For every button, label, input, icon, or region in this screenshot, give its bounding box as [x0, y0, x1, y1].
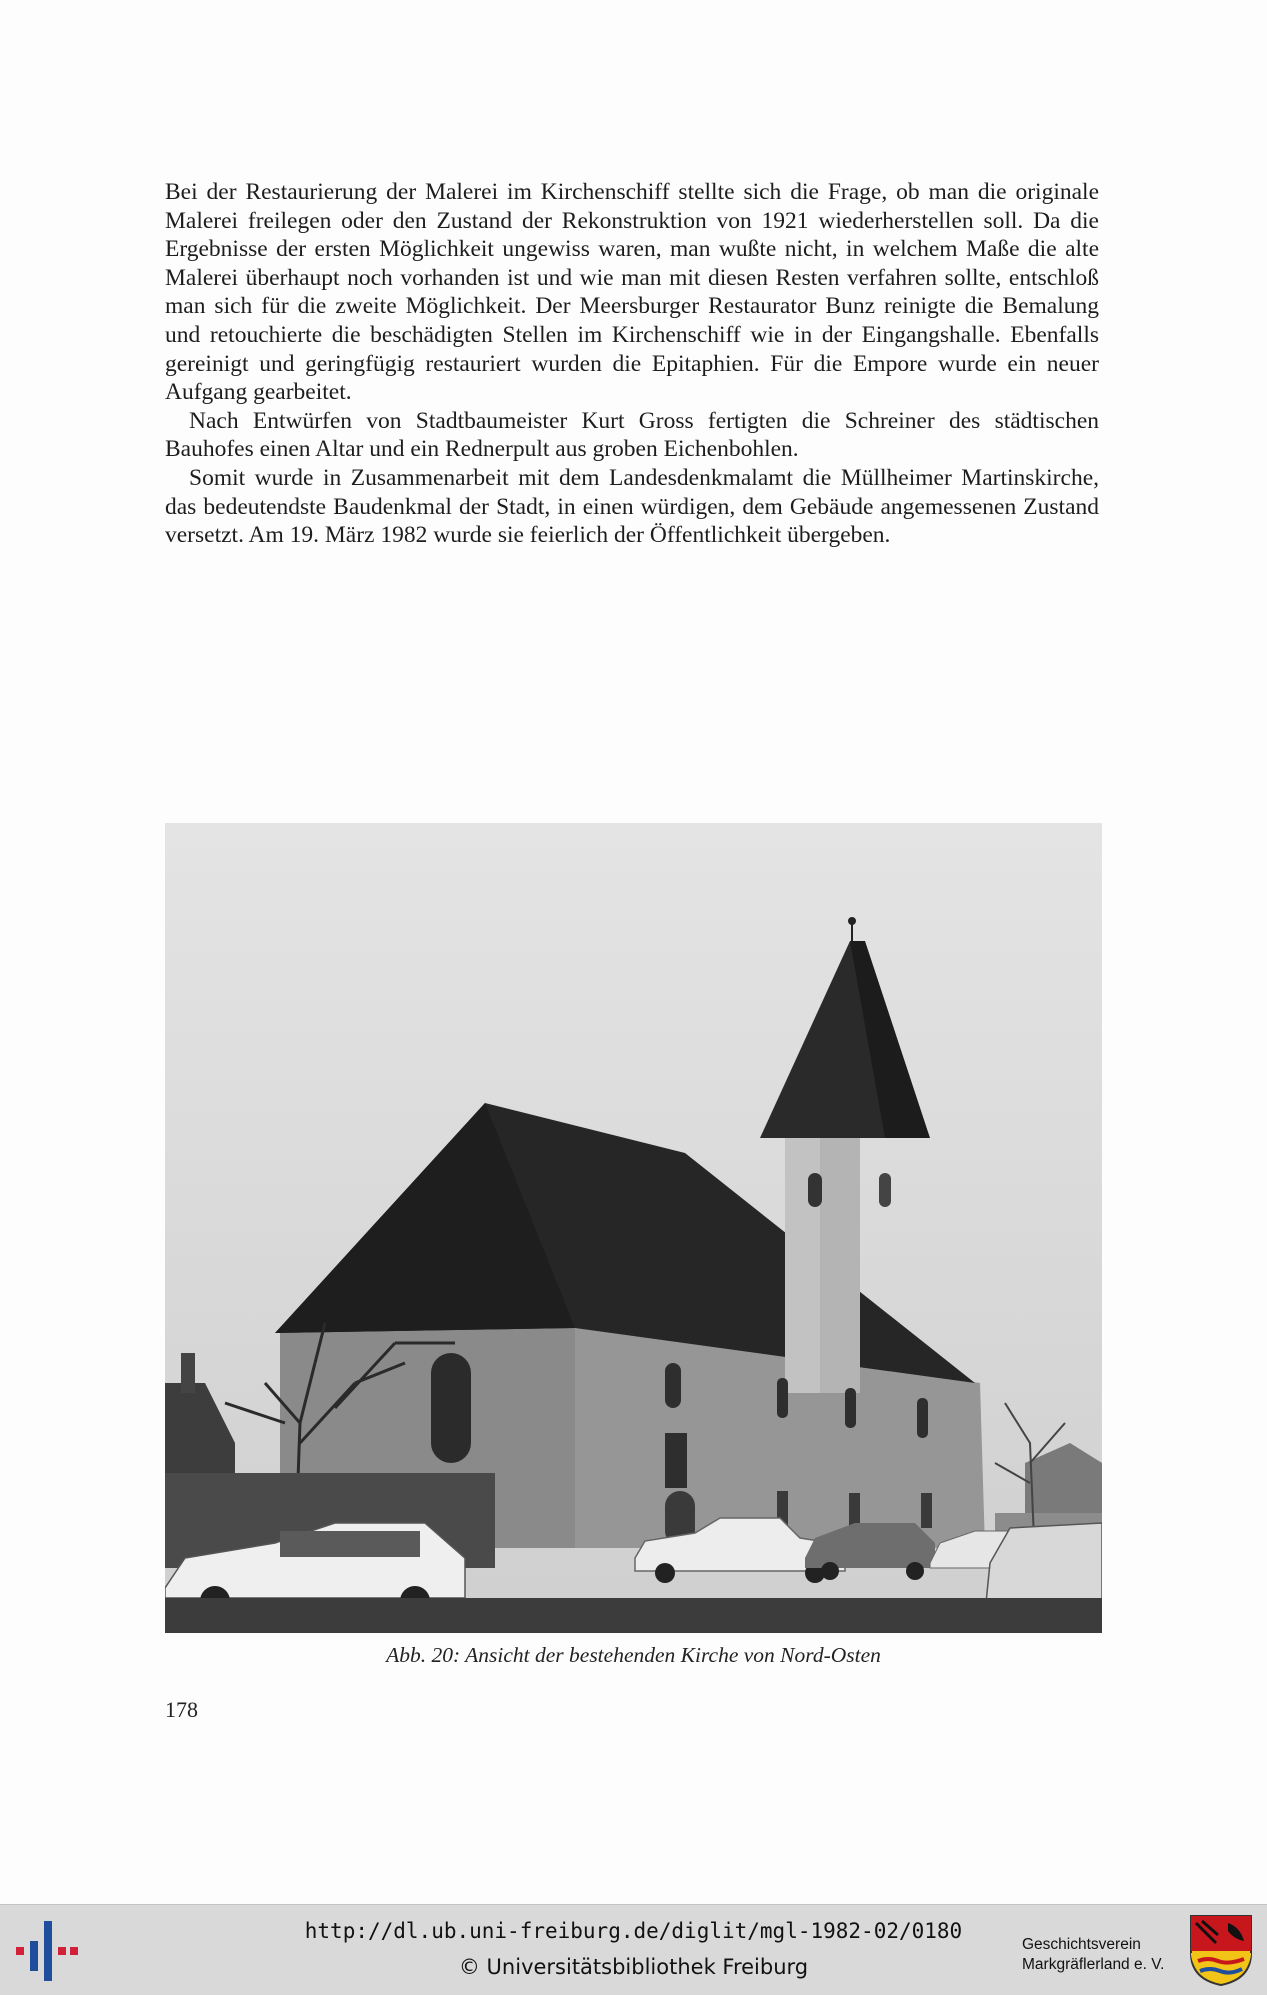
paragraph-3: Somit wurde in Zusammenarbeit mit dem Landesdenkmalamt die Müllheimer Martinskirche, das bedeutendste Baudenkmal der Stadt, in einen würdigen, dem Gebäude angemessenen Zustand versetzt. Am 19. März 1982 wurde sie feierlich der Öffentlichkeit übergeben. [165, 464, 1099, 549]
paragraph-1: Bei der Restaurierung der Malerei im Kirchenschiff stellte sich die Frage, ob man die originale Malerei freilegen oder den Zustand der Rekonstruktion von 1921 wiederherstellen soll. Da die Ergebnisse der ersten Möglichkeit ungewiss waren, man wußte nicht, in welchem Maße die alte Malerei überhaupt noch vorhanden ist und wie man mit diesen Resten verfahren sollte, entschloß man sich für die zweite Möglichkeit. Der Meersburger Restaurator Bunz reinigte die Bemalung und retouchierte die beschädigten Stellen im Kirchenschiff wie in der Eingangshalle. Ebenfalls gereinigt und geringfügig restauriert wurden die Epitaphien. Für die Empore wurde ein neuer Aufgang gearbeitet. [165, 179, 1099, 406]
association-line-2: Markgräflerland e. V. [1022, 1956, 1165, 1973]
association-line-1: Geschichtsverein [1022, 1936, 1141, 1953]
figure-caption: Abb. 20: Ansicht der bestehenden Kirche von Nord-Osten [386, 1643, 881, 1667]
church-photo [165, 823, 1102, 1633]
copyright-text: © Universitätsbibliothek Freiburg [458, 1955, 809, 1979]
body-text [165, 178, 1099, 550]
viewer-footer [0, 1904, 1267, 1995]
page-number: 178 [165, 1697, 198, 1722]
association-name [1022, 1935, 1182, 1975]
paragraph-2: Nach Entwürfen von Stadtbaumeister Kurt Gross fertigten die Schreiner des städtischen Bauhofes einen Altar und ein Rednerpult aus groben Eichenbohlen. [165, 407, 1099, 463]
coat-of-arms-icon [1188, 1913, 1254, 1987]
permalink-url[interactable]: http://dl.ub.uni-freiburg.de/diglit/mgl-1982-02/0180 [304, 1919, 963, 1943]
